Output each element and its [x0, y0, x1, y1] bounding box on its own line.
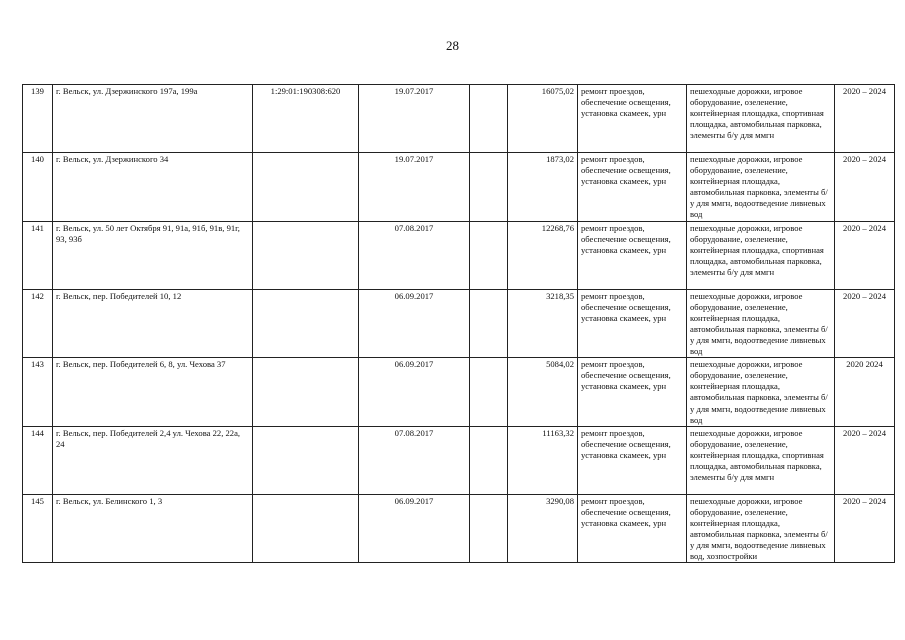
additional-works-cell: пешеходные дорожки, игровое оборудование, озеленение, контейнерная площадка, спортивная площадка, автомобильная парковка, элементы б/у для ммгн — [687, 221, 835, 289]
cadastral-number-cell — [253, 153, 359, 222]
table-row — [23, 221, 895, 289]
date-cell: 06.09.2017 — [359, 358, 470, 427]
additional-works-cell: пешеходные дорожки, игровое оборудование, озеленение, контейнерная площадка, автомобильная парковка, элементы б/у для ммгн, водоотведение ливневых вод, хозпостройки — [687, 494, 835, 563]
address-cell: г. Вельск, пер. Победителей 6, 8, ул. Чехова 37 — [53, 358, 253, 427]
row-number-cell: 142 — [23, 289, 53, 358]
additional-works-cell: пешеходные дорожки, игровое оборудование, озеленение, контейнерная площадка, автомобильная парковка, элементы б/у для ммгн, водоотведение ливневых вод — [687, 289, 835, 358]
address-cell: г. Вельск, пер. Победителей 2,4 ул. Чехова 22, 22а, 24 — [53, 426, 253, 494]
date-cell: 19.07.2017 — [359, 153, 470, 222]
minimum-works-cell: ремонт проездов, обеспечение освещения, установка скамеек, урн — [578, 153, 687, 222]
empty-cell — [470, 289, 508, 358]
table-row — [23, 358, 895, 427]
area-cell: 16075,02 — [508, 85, 578, 153]
additional-works-cell: пешеходные дорожки, игровое оборудование, озеленение, контейнерная площадка, автомобильная парковка, элементы б/у для ммгн, водоотведение ливневых вод — [687, 153, 835, 222]
period-cell: 2020 – 2024 — [835, 426, 895, 494]
cadastral-number-cell — [253, 358, 359, 427]
row-number-cell: 143 — [23, 358, 53, 427]
cadastral-number-cell: 1:29:01:190308:620 — [253, 85, 359, 153]
cadastral-number-cell — [253, 494, 359, 563]
row-number-cell: 140 — [23, 153, 53, 222]
empty-cell — [470, 358, 508, 427]
minimum-works-cell: ремонт проездов, обеспечение освещения, установка скамеек, урн — [578, 85, 687, 153]
table-row — [23, 153, 895, 222]
date-cell: 06.09.2017 — [359, 494, 470, 563]
area-cell: 12268,76 — [508, 221, 578, 289]
additional-works-cell: пешеходные дорожки, игровое оборудование, озеленение, контейнерная площадка, автомобильная парковка, элементы б/у для ммгн, водоотведение ливневых вод — [687, 358, 835, 427]
minimum-works-cell: ремонт проездов, обеспечение освещения, установка скамеек, урн — [578, 494, 687, 563]
table-row — [23, 494, 895, 563]
additional-works-cell: пешеходные дорожки, игровое оборудование, озеленение, контейнерная площадка, спортивная площадка, автомобильная парковка, элементы б/у для ммгн — [687, 426, 835, 494]
empty-cell — [470, 153, 508, 222]
address-cell: г. Вельск, ул. Дзержинского 197а, 199а — [53, 85, 253, 153]
table-row — [23, 426, 895, 494]
additional-works-cell: пешеходные дорожки, игровое оборудование, озеленение, контейнерная площадка, спортивная площадка, автомобильная парковка, элементы б/у для ммгн — [687, 85, 835, 153]
empty-cell — [470, 221, 508, 289]
row-number-cell: 144 — [23, 426, 53, 494]
address-cell: г. Вельск, пер. Победителей 10, 12 — [53, 289, 253, 358]
date-cell: 07.08.2017 — [359, 221, 470, 289]
address-cell: г. Вельск, ул. 50 лет Октября 91, 91а, 91б, 91в, 91г, 93, 93б — [53, 221, 253, 289]
date-cell: 07.08.2017 — [359, 426, 470, 494]
empty-cell — [470, 426, 508, 494]
area-cell: 3290,08 — [508, 494, 578, 563]
table-row — [23, 289, 895, 358]
date-cell: 19.07.2017 — [359, 85, 470, 153]
date-cell: 06.09.2017 — [359, 289, 470, 358]
minimum-works-cell: ремонт проездов, обеспечение освещения, установка скамеек, урн — [578, 221, 687, 289]
area-cell: 5084,02 — [508, 358, 578, 427]
cadastral-number-cell — [253, 221, 359, 289]
address-cell: г. Вельск, ул. Дзержинского 34 — [53, 153, 253, 222]
row-number-cell: 145 — [23, 494, 53, 563]
table-row — [23, 85, 895, 153]
period-cell: 2020 – 2024 — [835, 221, 895, 289]
period-cell: 2020 – 2024 — [835, 85, 895, 153]
row-number-cell: 141 — [23, 221, 53, 289]
cadastral-number-cell — [253, 426, 359, 494]
area-cell: 11163,32 — [508, 426, 578, 494]
address-cell: г. Вельск, ул. Белинского 1, 3 — [53, 494, 253, 563]
period-cell: 2020 – 2024 — [835, 289, 895, 358]
area-cell: 3218,35 — [508, 289, 578, 358]
area-cell: 1873,02 — [508, 153, 578, 222]
row-number-cell: 139 — [23, 85, 53, 153]
minimum-works-cell: ремонт проездов, обеспечение освещения, установка скамеек, урн — [578, 358, 687, 427]
empty-cell — [470, 494, 508, 563]
page-number: 28 — [446, 38, 459, 53]
period-cell: 2020 – 2024 — [835, 494, 895, 563]
period-cell: 2020 2024 — [835, 358, 895, 427]
cadastral-number-cell — [253, 289, 359, 358]
minimum-works-cell: ремонт проездов, обеспечение освещения, установка скамеек, урн — [578, 426, 687, 494]
improvement-register-table — [22, 84, 895, 563]
empty-cell — [470, 85, 508, 153]
minimum-works-cell: ремонт проездов, обеспечение освещения, установка скамеек, урн — [578, 289, 687, 358]
period-cell: 2020 – 2024 — [835, 153, 895, 222]
